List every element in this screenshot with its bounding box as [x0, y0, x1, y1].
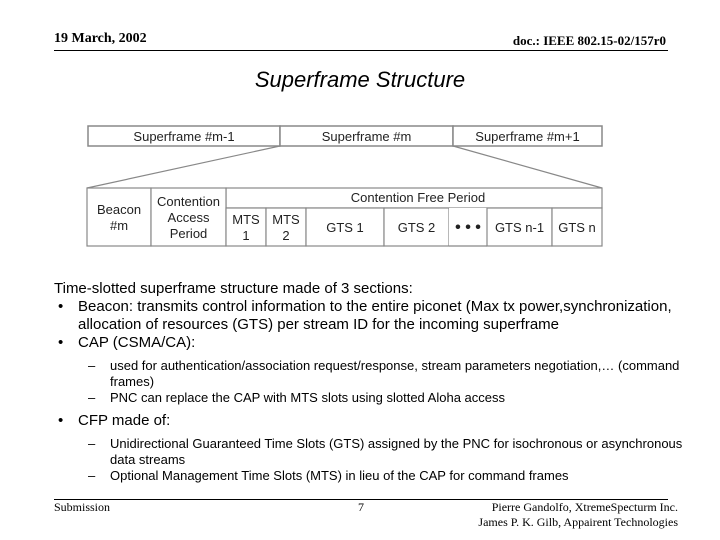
- sub-item-text: Unidirectional Guaranteed Time Slots (GTS) assigned by the PNC for isochronous or asynchronous data streams: [110, 436, 683, 467]
- dash-icon: –: [88, 390, 96, 405]
- footer-authors: [478, 500, 678, 530]
- slot-cell-label: MTS: [272, 212, 300, 227]
- bullet-text: CFP made of:: [78, 412, 171, 429]
- superframe-row: [88, 126, 602, 146]
- sub-item-text: PNC can replace the CAP with MTS slots using slotted Aloha access: [110, 390, 506, 405]
- slot-cell-label: Beacon: [96, 202, 142, 217]
- expansion-line-right: [453, 146, 602, 188]
- slot-cell-label: Period: [169, 226, 208, 241]
- slot-cell-label: GTS 2: [397, 220, 436, 235]
- dash-icon: –: [88, 468, 96, 483]
- dash-icon: –: [88, 436, 96, 451]
- bullet-item: [54, 412, 694, 430]
- superframe-diagram: [85, 122, 605, 252]
- superframe-label: Superframe #m+1: [475, 129, 580, 144]
- sub-list: [54, 358, 694, 406]
- cfp-row: [226, 188, 602, 208]
- dash-icon: –: [88, 358, 96, 373]
- body-text: [54, 280, 694, 484]
- expansion-line-left: [87, 146, 280, 188]
- superframe-label: Superframe #m-1: [133, 129, 235, 144]
- slot-cell-label: #m: [109, 218, 129, 233]
- sub-item: [54, 468, 694, 484]
- slot-cell-label: Access: [167, 210, 210, 225]
- slot-cell-label: 2: [282, 228, 290, 243]
- bullet-text: Beacon: transmits control information to the entire piconet (Max tx power,synchronization, allocation of resources (GTS) per stream ID for the incoming superframe: [78, 298, 672, 333]
- bullet-icon: •: [58, 334, 64, 351]
- sub-item: [54, 436, 694, 468]
- intro-line: Time-slotted superframe structure made of 3 sections:: [54, 280, 413, 297]
- bullet-item: [54, 334, 694, 352]
- slot-cell-label: GTS 1: [326, 220, 364, 235]
- cfp-label: Contention Free Period: [350, 190, 486, 205]
- page-number: 7: [358, 500, 364, 514]
- bullet-text: CAP (CSMA/CA):: [78, 334, 196, 351]
- sub-item-text: Optional Management Time Slots (MTS) in lieu of the CAP for command frames: [110, 468, 569, 483]
- header-rule: [54, 50, 668, 51]
- header-doc-id: doc.: IEEE 802.15-02/157r0: [512, 33, 666, 48]
- bullet-item: [54, 298, 694, 334]
- slot-cell-label: Contention: [157, 194, 220, 209]
- superframe-label: Superframe #m: [321, 129, 412, 144]
- bullet-icon: •: [58, 412, 64, 429]
- ellipsis-dots: • • •: [455, 219, 481, 236]
- sub-item-text: used for authentication/association request/response, stream parameters negotiation,… (command frames): [110, 358, 680, 389]
- expansion-lines: [87, 146, 602, 188]
- slot-cell-label: MTS: [232, 212, 260, 227]
- slot-cell-label: GTS n: [558, 220, 596, 235]
- footer-author-1: Pierre Gandolfo, XtremeSpecturm Inc.: [491, 500, 678, 514]
- slot-cell-beacon-m: [87, 188, 151, 246]
- footer-author-2: James P. K. Gilb, Appairent Technologies: [478, 515, 678, 529]
- sub-list: [54, 436, 694, 484]
- slot-cell-label: GTS n-1: [494, 220, 545, 235]
- header-date: 19 March, 2002: [54, 31, 147, 46]
- bullet-icon: •: [58, 298, 64, 315]
- slide-title: Superframe Structure: [254, 67, 466, 92]
- footer-submission: Submission: [54, 500, 111, 514]
- sub-item: [54, 390, 694, 406]
- slot-cell-label: 1: [242, 228, 250, 243]
- sub-item: [54, 358, 694, 390]
